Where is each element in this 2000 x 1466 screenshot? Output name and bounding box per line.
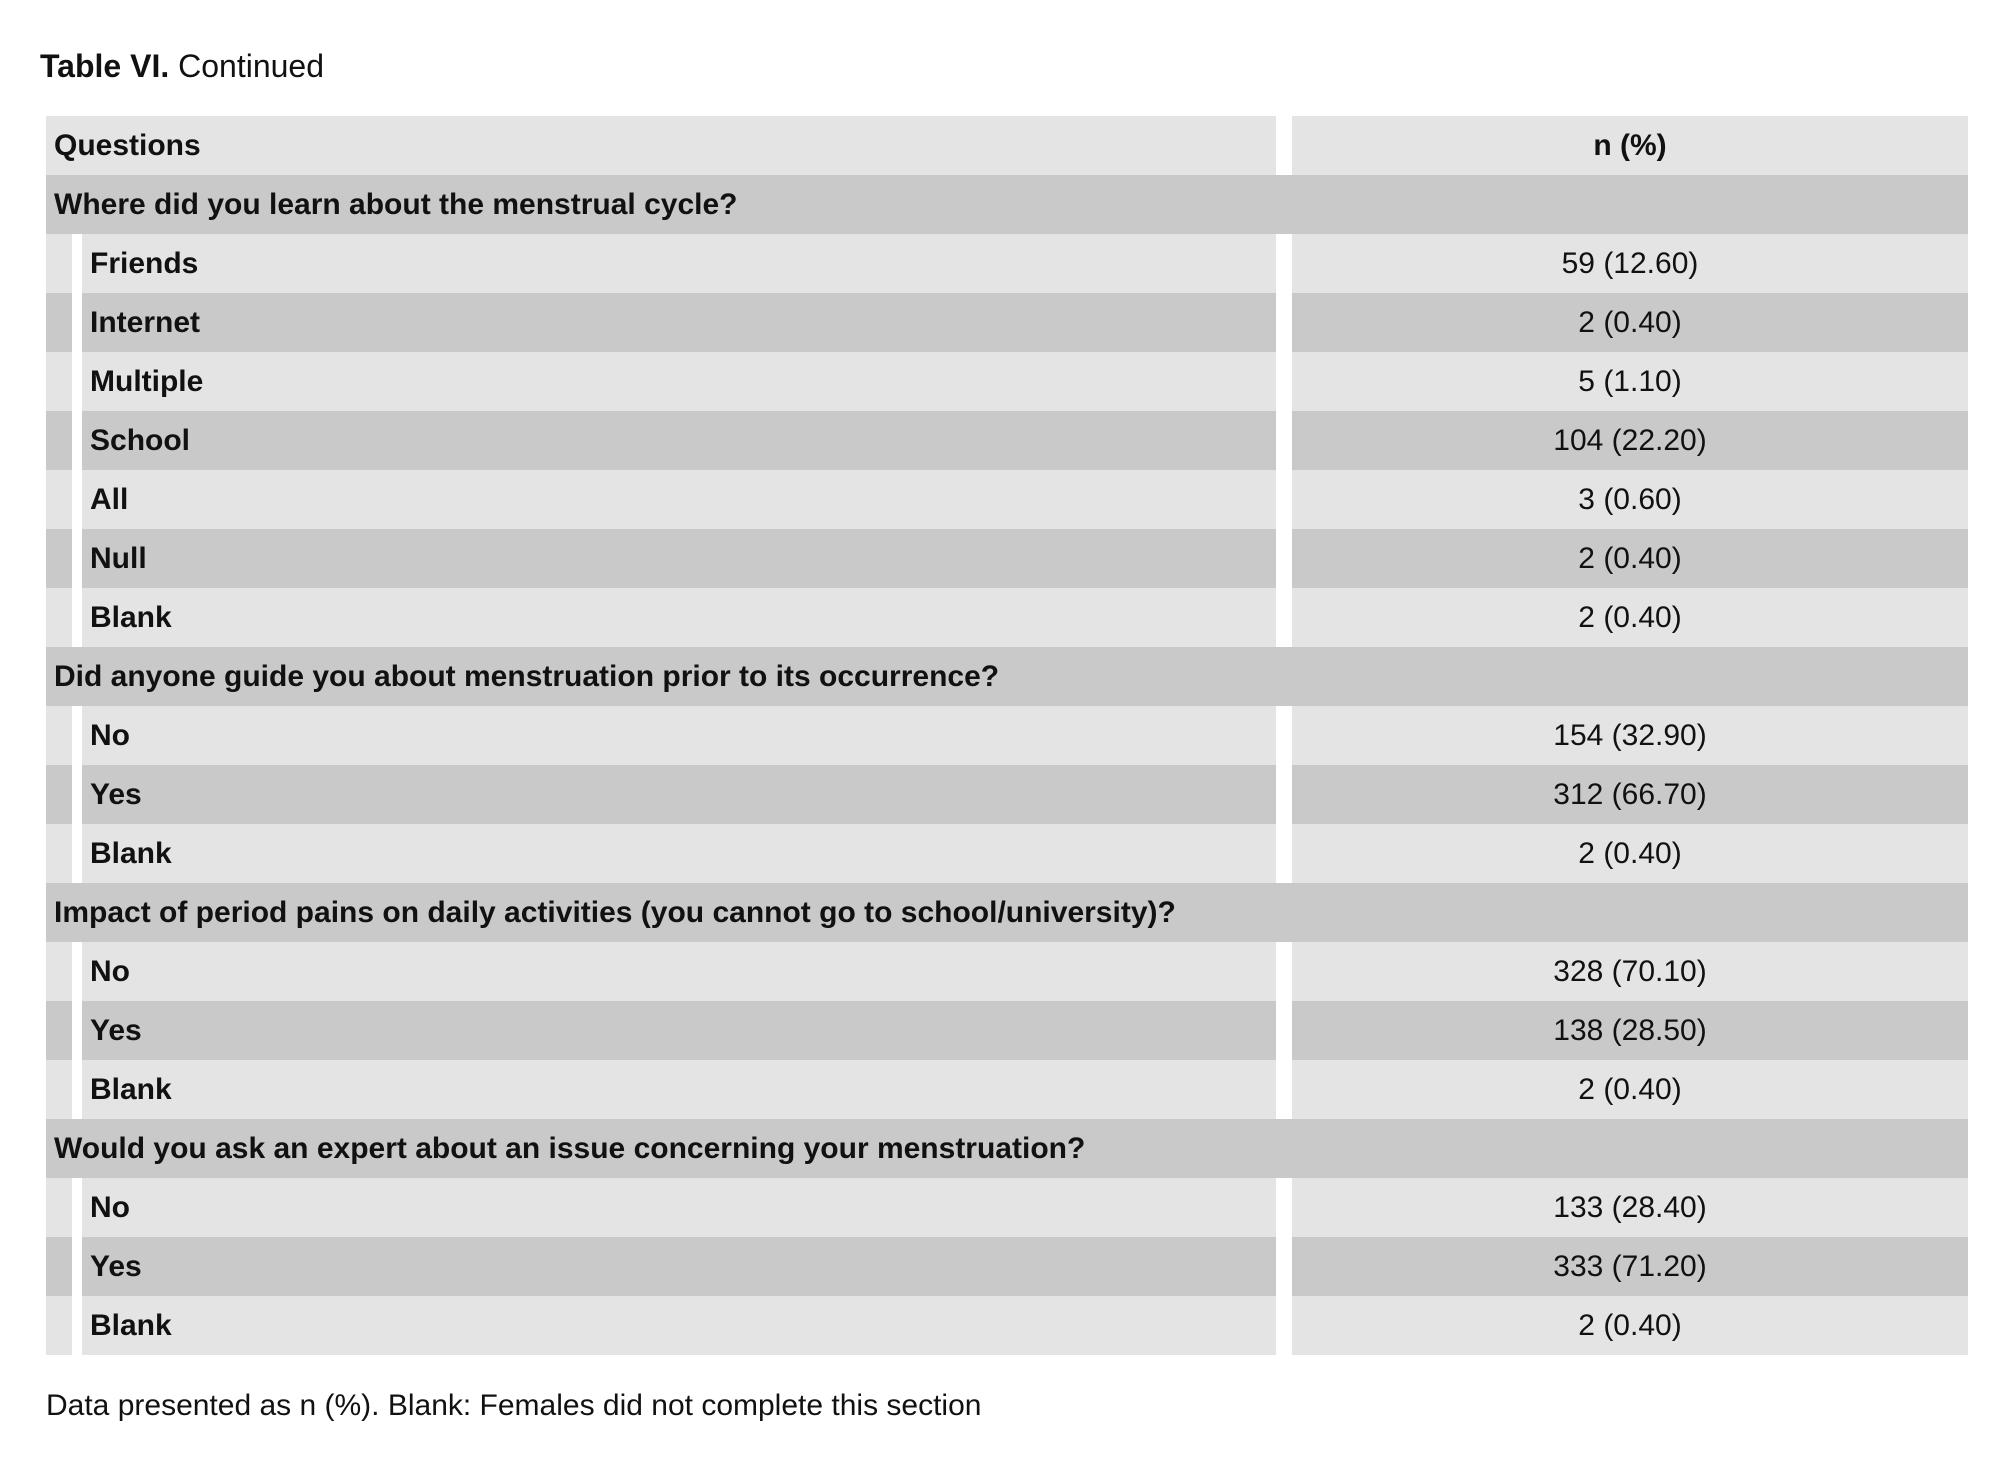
answer-label: Blank [82, 588, 1276, 647]
section-question: Did anyone guide you about menstruation prior to its occurrence? [46, 647, 1968, 706]
row-indent [46, 706, 72, 765]
row-indent [46, 411, 72, 470]
section-row [46, 647, 1968, 706]
column-gap [1276, 1001, 1292, 1060]
indent-separator [72, 588, 82, 647]
answer-label: Yes [82, 1001, 1276, 1060]
answer-label: Blank [82, 1060, 1276, 1119]
table-row [46, 234, 1968, 293]
indent-separator [72, 1001, 82, 1060]
indent-separator [72, 1178, 82, 1237]
table-number: Table VI. [40, 48, 170, 84]
answer-count: 104 (22.20) [1292, 411, 1968, 470]
answer-count: 2 (0.40) [1292, 529, 1968, 588]
answer-count: 3 (0.60) [1292, 470, 1968, 529]
section-row [46, 883, 1968, 942]
answer-count: 2 (0.40) [1292, 293, 1968, 352]
indent-separator [72, 706, 82, 765]
answer-count: 2 (0.40) [1292, 824, 1968, 883]
answer-label: Blank [82, 1296, 1276, 1355]
table-row [46, 706, 1968, 765]
answer-label: No [82, 1178, 1276, 1237]
column-gap [1276, 1237, 1292, 1296]
indent-separator [72, 824, 82, 883]
indent-separator [72, 1060, 82, 1119]
row-indent [46, 352, 72, 411]
row-indent [46, 293, 72, 352]
table-row [46, 1296, 1968, 1355]
indent-separator [72, 293, 82, 352]
answer-count: 2 (0.40) [1292, 588, 1968, 647]
row-indent [46, 1060, 72, 1119]
column-gap [1276, 1296, 1292, 1355]
column-gap [1276, 529, 1292, 588]
answer-label: No [82, 706, 1276, 765]
row-indent [46, 470, 72, 529]
section-question: Where did you learn about the menstrual cycle? [46, 175, 1968, 234]
header-questions: Questions [46, 116, 1276, 175]
column-gap [1276, 293, 1292, 352]
answer-label: Null [82, 529, 1276, 588]
table-row [46, 824, 1968, 883]
column-gap [1276, 411, 1292, 470]
column-gap [1276, 824, 1292, 883]
answer-count: 312 (66.70) [1292, 765, 1968, 824]
section-question: Impact of period pains on daily activities (you cannot go to school/university)? [46, 883, 1968, 942]
indent-separator [72, 234, 82, 293]
answer-count: 133 (28.40) [1292, 1178, 1968, 1237]
column-gap [1276, 352, 1292, 411]
answer-count: 138 (28.50) [1292, 1001, 1968, 1060]
row-indent [46, 234, 72, 293]
answer-label: Yes [82, 765, 1276, 824]
table-caption-text: Continued [178, 48, 324, 84]
column-gap [1276, 1178, 1292, 1237]
column-gap [1276, 1060, 1292, 1119]
indent-separator [72, 1296, 82, 1355]
table-row [46, 529, 1968, 588]
table-row [46, 293, 1968, 352]
header-n-percent: n (%) [1292, 116, 1968, 175]
table-row [46, 1237, 1968, 1296]
answer-label: Internet [82, 293, 1276, 352]
column-gap [1276, 588, 1292, 647]
answer-label: Friends [82, 234, 1276, 293]
column-gap [1276, 470, 1292, 529]
table-caption [40, 44, 324, 88]
section-row [46, 175, 1968, 234]
column-gap [1276, 942, 1292, 1001]
row-indent [46, 824, 72, 883]
table-row [46, 765, 1968, 824]
table-row [46, 1178, 1968, 1237]
answer-label: Blank [82, 824, 1276, 883]
column-gap [1276, 116, 1292, 175]
indent-separator [72, 942, 82, 1001]
column-gap [1276, 765, 1292, 824]
answer-count: 328 (70.10) [1292, 942, 1968, 1001]
column-gap [1276, 706, 1292, 765]
answer-count: 59 (12.60) [1292, 234, 1968, 293]
table-row [46, 942, 1968, 1001]
answer-count: 5 (1.10) [1292, 352, 1968, 411]
row-indent [46, 1178, 72, 1237]
table-row [46, 470, 1968, 529]
row-indent [46, 765, 72, 824]
table-row [46, 1001, 1968, 1060]
row-indent [46, 942, 72, 1001]
answer-count: 2 (0.40) [1292, 1060, 1968, 1119]
row-indent [46, 1001, 72, 1060]
table-row [46, 411, 1968, 470]
answer-label: All [82, 470, 1276, 529]
column-gap [1276, 234, 1292, 293]
section-row [46, 1119, 1968, 1178]
row-indent [46, 1296, 72, 1355]
indent-separator [72, 470, 82, 529]
row-indent [46, 1237, 72, 1296]
indent-separator [72, 1237, 82, 1296]
table-header-row [46, 116, 1968, 175]
table-footnote: Data presented as n (%). Blank: Females did not complete this section [46, 1389, 982, 1422]
answer-count: 154 (32.90) [1292, 706, 1968, 765]
answer-label: School [82, 411, 1276, 470]
answer-label: Yes [82, 1237, 1276, 1296]
indent-separator [72, 529, 82, 588]
table-row [46, 1060, 1968, 1119]
table-row [46, 588, 1968, 647]
section-question: Would you ask an expert about an issue concerning your menstruation? [46, 1119, 1968, 1178]
data-table [46, 116, 1968, 1355]
indent-separator [72, 352, 82, 411]
answer-count: 2 (0.40) [1292, 1296, 1968, 1355]
answer-count: 333 (71.20) [1292, 1237, 1968, 1296]
answer-label: No [82, 942, 1276, 1001]
row-indent [46, 529, 72, 588]
row-indent [46, 588, 72, 647]
indent-separator [72, 411, 82, 470]
indent-separator [72, 765, 82, 824]
table-row [46, 352, 1968, 411]
answer-label: Multiple [82, 352, 1276, 411]
